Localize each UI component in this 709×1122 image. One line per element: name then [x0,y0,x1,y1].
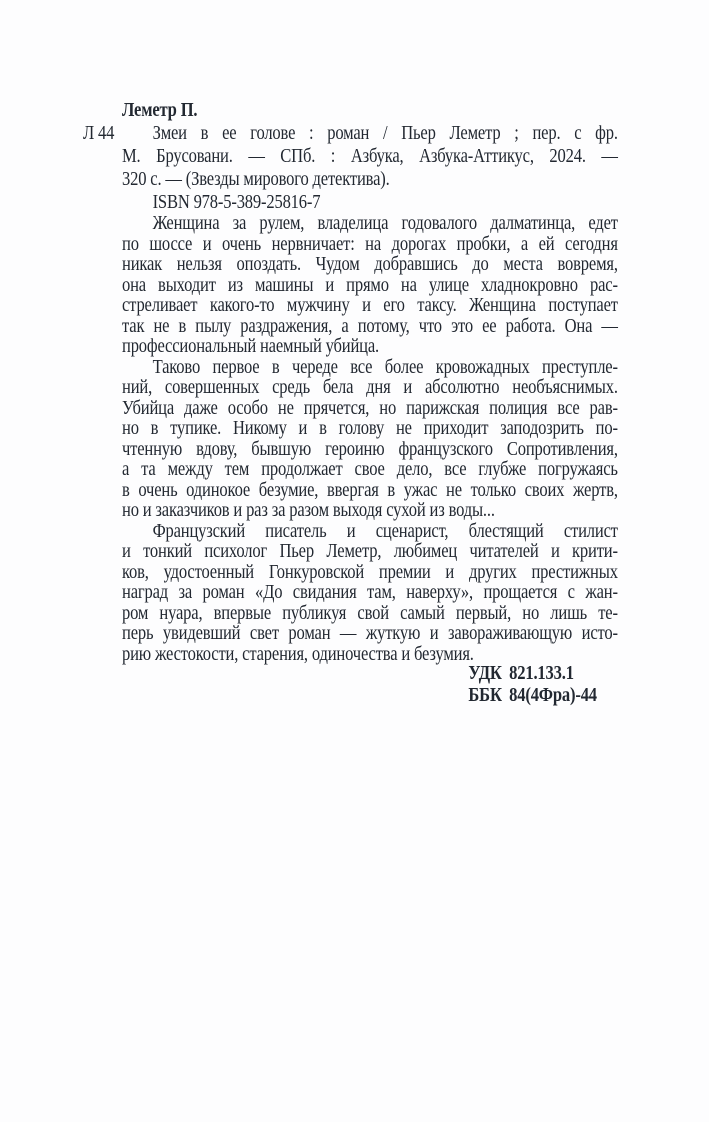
author-heading: Леметр П. [122,100,198,121]
text-line: ром нуара, впервые публикуя свой самый первый, но лишь те- [122,602,618,624]
imprint-block [82,99,618,214]
text-line: ний, совершенных средь бела дня и абсолютно необъяснимых. [122,377,618,398]
text-line: чтенную вдову, бывшую героиню французского Сопротивления, [122,438,618,460]
text-line: никак нельзя опоздать. Чудом добравшись до места вовремя, [122,254,618,275]
text-line: наград за роман «До свидания там, наверху», прощается с жан- [122,582,618,603]
annotation-paragraph-3 [122,522,618,666]
text-line: Французский писатель и сценарист, блестящий стилист [152,520,618,542]
text-line: в очень одинокое безумие, ввергая в ужас не только своих жертв, [122,479,618,501]
text-line: так не в пылу раздражения, а потому, что это ее работа. Она — [122,315,618,337]
isbn: ISBN 978-5-389-25816-7 [152,192,321,213]
text-line: и тонкий психолог Пьер Леметр, любимец читателей и крити- [122,541,618,562]
text-line: Женщина за рулем, владелица годовалого далматинца, едет [152,213,618,234]
classification-codes [468,663,597,707]
text-line: но в тупике. Никому и в голову не приходит заподозрить по- [122,418,618,439]
text-line: Змеи в ее голове : роман / Пьер Леметр ; пер. с фр. [152,123,618,144]
text-line: стреливает какого-то мужчину и его таксу. Женщина поступает [122,295,618,316]
annotation-paragraph-2 [122,358,618,522]
bibliographic-record [82,122,618,191]
text-line: ков, удостоенный Гонкуровской премии и других престижных [122,561,618,583]
text-line: рию жестокости, старения, одиночества и безумия. [122,643,474,665]
text-line: перь увидевший свет роман — жуткую и завораживающую исто- [122,623,618,644]
bbk-code: ББК 84(4Фра)-44 [468,685,597,706]
text-line: но и заказчиков и раз за разом выходя сухой из воды... [122,500,495,521]
text-line: она выходит из машины и прямо на улице хладнокровно рас- [122,274,618,296]
text-line: профессиональный наемный убийца. [122,336,380,357]
text-line: по шоссе и очень нервничает: на дорогах пробки, а ей сегодня [122,233,618,255]
annotation-paragraph-1 [122,214,618,358]
text-line: Таково первое в череде все более кровожадных преступле- [152,356,618,378]
annotation-block [122,214,618,665]
text-line: а та между тем продолжает свое дело, все глубже погружаясь [122,459,618,480]
text-line: Убийца даже особо не прячется, но парижская полиция все рав- [122,397,618,419]
shelf-code: Л 44 [82,123,115,144]
text-line: 320 с. — (Звезды мирового детектива). [122,169,390,190]
text-line: М. Брусовани. — СПб. : Азбука, Азбука-Аттикус, 2024. — [122,146,618,167]
udk-code: УДК 821.133.1 [468,663,574,684]
